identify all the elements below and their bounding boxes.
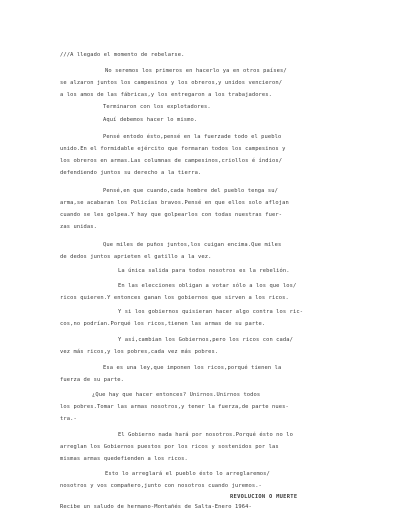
text-line: Terminaron con los explotadores. bbox=[103, 104, 211, 110]
text-line: zas unidas. bbox=[60, 224, 98, 230]
text-line: vez más ricos,y los pobres,cada vez más pobres. bbox=[60, 349, 219, 355]
text-line: La única salida para todos nosotros es la rebelión. bbox=[118, 268, 290, 274]
text-line: mismas armas quedefienden a los ricos. bbox=[60, 456, 188, 462]
text-line: arreglan los Gobiernos puestos por los ricos y sostenidos por las bbox=[60, 444, 279, 450]
text-line: Pensé entodo ésto,pensé en la fuerzade todo el pueblo bbox=[103, 134, 282, 140]
closing-line: Recibe un saludo de hermano-Montañés de Salta-Enero 1964- bbox=[60, 504, 252, 510]
text-line: se alzaron juntos los campesinos y los obreros,y unidos vencieron/ bbox=[60, 80, 283, 86]
text-line: cuando se les golpea.Y hay que golpearlos con todas nuestras fuer- bbox=[60, 212, 283, 218]
text-line: los pobres.Tomar las armas nosotros,y tener la fuerza,de parte nues- bbox=[60, 404, 289, 410]
signature-heading: REVOLUCION O MUERTE bbox=[230, 494, 298, 500]
text-line: arma,se acabaran los Policías bravos.Pensé en que ellos solo aflojan bbox=[60, 200, 289, 206]
text-line: Y si los gobiernos quisieran hacer algo contra los ric- bbox=[118, 309, 304, 315]
text-line: Que miles de puños juntos,los cuigan encima.Que miles bbox=[103, 242, 282, 248]
text-line: ///A llegado el momento de rebelarse. bbox=[60, 52, 185, 58]
text-line: Y así,cambian los Gobiernos,pero los ricos con cada/ bbox=[118, 337, 294, 343]
text-line: ricos quieren.Y entonces ganan los gobiernos que sirven a los ricos. bbox=[60, 295, 289, 301]
text-line: tra.- bbox=[60, 416, 77, 422]
text-line: a los amos de las fábricas,y los entregaron a los trabajadores. bbox=[60, 92, 273, 98]
text-line: Pensé,en que cuando,cada hombre del pueblo tenga su/ bbox=[103, 188, 279, 194]
text-line: fuerza de su parte. bbox=[60, 377, 124, 383]
text-line: El Gobierno nada hará por nosotros.Porqué ésto no lo bbox=[118, 432, 294, 438]
text-line: defendiendo juntos su derecho a la tierra. bbox=[60, 170, 202, 176]
text-line: ¿Que hay que hacer entonces? Unirnos.Unirnos todos bbox=[92, 392, 261, 398]
text-line: Esto lo arreglará el pueblo ésto lo arreglaremos/ bbox=[105, 471, 270, 477]
text-line: Esa es una ley,que imponen los ricos,porqué tienen la bbox=[103, 365, 282, 371]
text-line: Aquí debemos hacer lo mismo. bbox=[103, 117, 198, 123]
text-line: unido.En el formidable ejército que formaran todos los campesinos y bbox=[60, 146, 286, 152]
text-line: nosotros y vos compañero,junto con nosotros cuando juremos.- bbox=[60, 483, 262, 489]
text-line: los obreros en armas.Las columnas de campesinos,criollos é índios/ bbox=[60, 158, 283, 164]
text-line: de dedos juntos aprieten el gatillo a la vez. bbox=[60, 254, 212, 260]
text-line: No seremos los primeros en hacerlo ya en otros países/ bbox=[105, 68, 287, 74]
text-line: En las elecciones obligan a votar sólo a los que los/ bbox=[118, 283, 297, 289]
text-line: cos,no podrían.Porqué los ricos,tienen las armas de su parte. bbox=[60, 321, 266, 327]
